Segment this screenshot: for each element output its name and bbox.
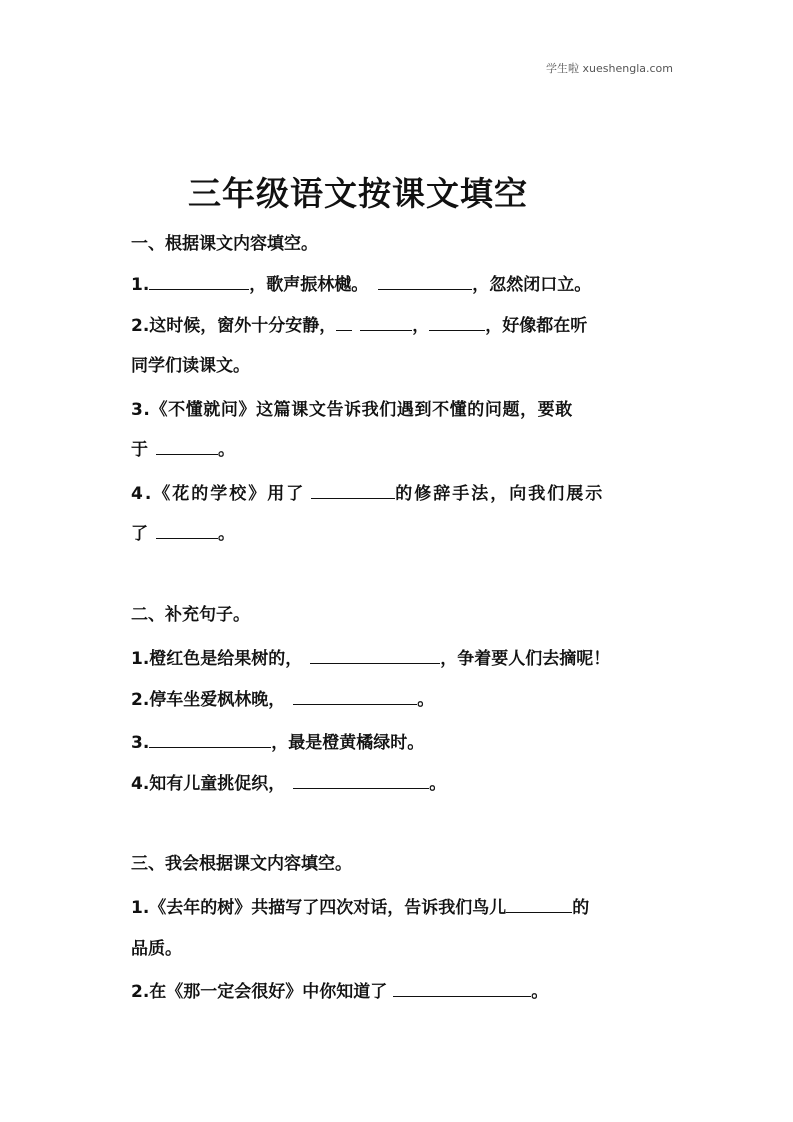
s1-question-2-cont: 同学们读课文。 <box>131 356 250 376</box>
s3-question-1 <box>131 896 589 920</box>
answer-blank[interactable] <box>149 731 271 748</box>
q-text: 4.《花的学校》用了 <box>131 484 306 504</box>
answer-blank[interactable] <box>393 980 531 997</box>
q-text: ，歌声振林樾。 <box>249 275 369 295</box>
answer-blank[interactable] <box>310 647 440 664</box>
answer-blank[interactable] <box>360 314 412 331</box>
s2-question-3 <box>131 731 424 755</box>
q-text: 于 <box>131 440 148 460</box>
s3-question-1-cont: 品质。 <box>131 939 182 959</box>
section-3-heading: 三、我会根据课文内容填空。 <box>131 854 352 874</box>
s2-question-1 <box>131 647 610 671</box>
q-text: 的修辞手法，向我们展示 <box>395 484 605 504</box>
answer-blank[interactable] <box>336 314 352 331</box>
q-text: 。 <box>417 690 435 710</box>
q-text: ，好像都在听 <box>485 316 588 336</box>
q-text: 。 <box>218 524 235 544</box>
q-text: ，争着要人们去摘呢！ <box>440 649 611 669</box>
q-text: 了 <box>131 524 148 544</box>
answer-blank[interactable] <box>156 522 218 539</box>
q-text: ， <box>412 316 430 336</box>
s3-question-2 <box>131 980 548 1004</box>
s1-question-3: 3.《不懂就问》这篇课文告诉我们遇到不懂的问题，要敢 <box>131 400 573 420</box>
q-text: 。 <box>531 982 549 1002</box>
answer-blank[interactable] <box>293 772 429 789</box>
q-text: 1.《去年的树》共描写了四次对话，告诉我们鸟儿 <box>131 898 507 918</box>
s1-question-4-cont <box>131 522 235 546</box>
answer-blank[interactable] <box>506 896 572 913</box>
q-text: 2.在《那一定会很好》中你知道了 <box>131 982 388 1002</box>
s1-question-4 <box>131 482 604 506</box>
answer-blank[interactable] <box>311 482 395 499</box>
q-text: 2.这时候，窗外十分安静， <box>131 316 337 336</box>
answer-blank[interactable] <box>293 688 417 705</box>
s2-question-4 <box>131 772 446 796</box>
q-text: 。 <box>218 440 235 460</box>
q-text: 。 <box>429 774 447 794</box>
q-text: ，忽然闭口立。 <box>472 275 592 295</box>
q-text: 2.停车坐爱枫林晚， <box>131 690 286 710</box>
q-text: 1.橙红色是给果树的， <box>131 649 303 669</box>
page-title: 三年级语文按课文填空 <box>188 174 528 213</box>
q-text: 的 <box>572 898 590 918</box>
s1-question-3-cont <box>131 438 235 462</box>
site-watermark: 学生啦 xueshengla.com <box>546 62 673 75</box>
s2-question-2 <box>131 688 434 712</box>
section-1-heading: 一、根据课文内容填空。 <box>131 234 318 254</box>
q-text: 3. <box>131 733 150 753</box>
answer-blank[interactable] <box>149 273 249 290</box>
answer-blank[interactable] <box>156 438 218 455</box>
answer-blank[interactable] <box>429 314 485 331</box>
s1-question-2 <box>131 314 587 338</box>
s1-question-1 <box>131 273 591 297</box>
section-2-heading: 二、补充句子。 <box>131 605 250 625</box>
q-text: ，最是橙黄橘绿时。 <box>271 733 425 753</box>
answer-blank[interactable] <box>378 273 472 290</box>
q-text: 1. <box>131 275 150 295</box>
q-text: 4.知有儿童挑促织， <box>131 774 286 794</box>
